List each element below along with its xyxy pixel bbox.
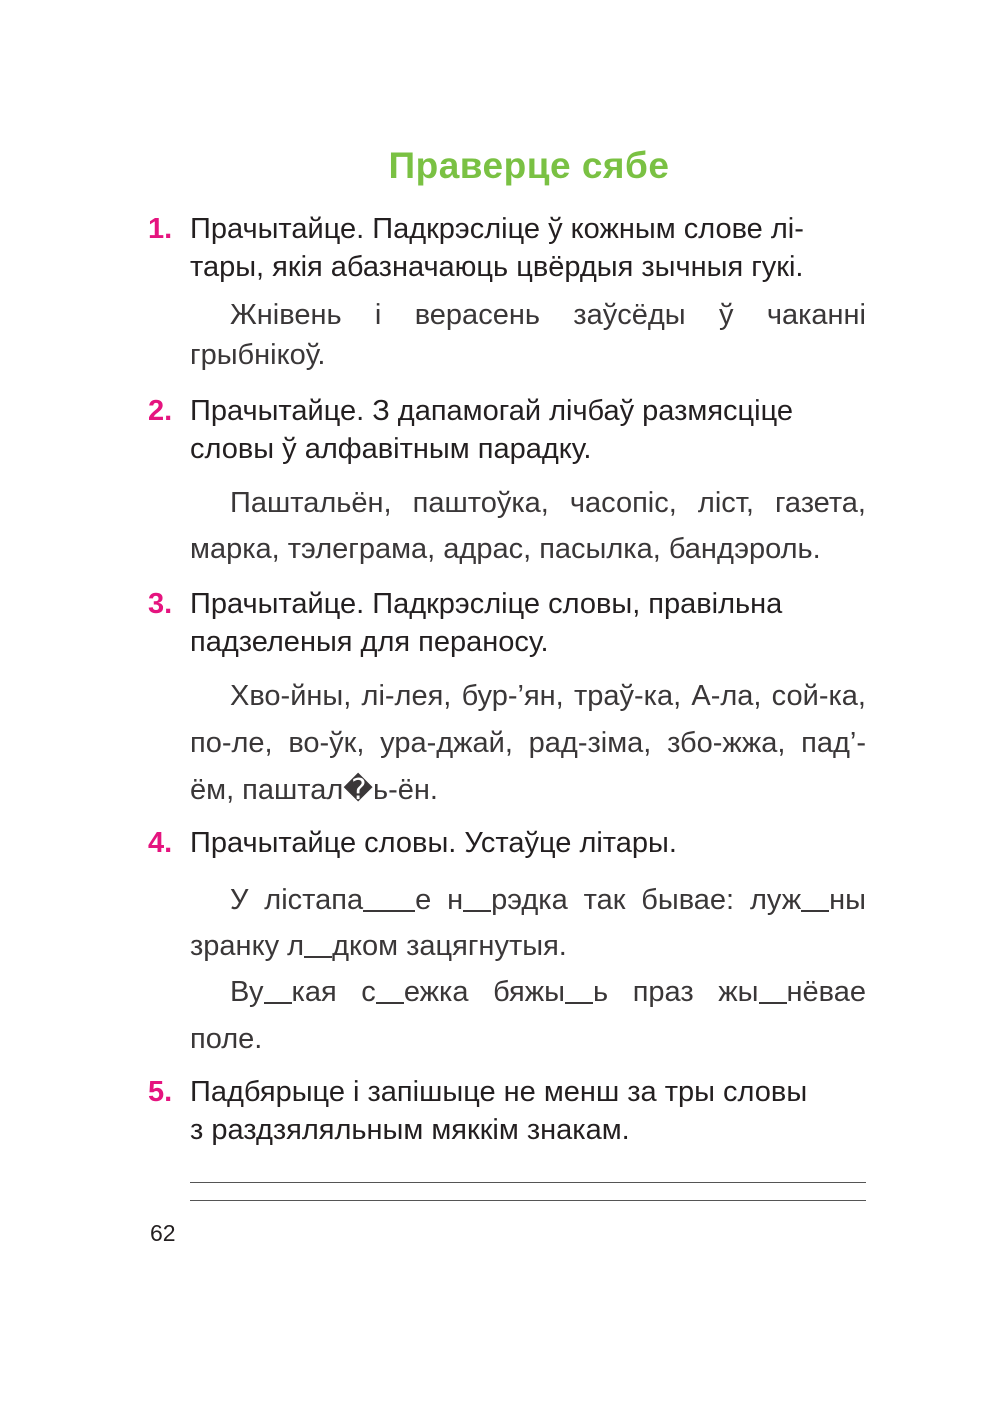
exercise-text-1: Жнівень і верасень заўсёды ў чаканні грыбнікоў. (190, 299, 866, 371)
text-fragment: ны зранку л (190, 884, 866, 962)
instruction-line: тары, якія абазначаюць цвёрдыя зычныя гукі. (190, 251, 804, 283)
exercise-text-3: Хво-йны, лі-лея, бур-’ян, траў-ка, А-ла, сой-ка, по-ле, во-ўк, ура-джай, рад-зіма, збо-жжа, пад’-ём, паштал�ь-ён. (190, 680, 866, 806)
page-number: 62 (150, 1220, 176, 1246)
task-instruction: Прачытайце словы. Устаўце літары. (190, 827, 677, 859)
task-number: 4. (148, 827, 173, 859)
instruction-line: Падбярыце і запішыце не менш за тры словы (190, 1076, 808, 1108)
text-fragment: нёвае поле. (190, 976, 866, 1055)
instruction-line: словы ў алфавітным парадку. (190, 433, 592, 465)
text-fragment: Ву (230, 976, 264, 1008)
text-fragment: рэдка так бывае: луж (491, 884, 802, 916)
task-1 (148, 210, 866, 286)
text-fragment: дком зацягнутыя. (332, 930, 567, 962)
instruction-line: Прачытайце. Падкрэсліце словы, правільна (190, 588, 783, 620)
letter-blank[interactable] (376, 973, 404, 1004)
letter-blank[interactable] (363, 881, 415, 912)
instruction-line: Прачытайце. Падкрэсліце ў кожным слове лі- (190, 213, 804, 245)
instruction-line: падзеленыя для пераносу. (190, 626, 549, 658)
task-2 (148, 392, 866, 468)
task-3 (148, 585, 866, 661)
task-instruction (190, 1073, 866, 1149)
letter-blank[interactable] (801, 881, 829, 912)
answer-line[interactable] (190, 1182, 866, 1183)
task-number: 2. (148, 395, 173, 427)
task-number: 3. (148, 588, 173, 620)
task-instruction (190, 585, 866, 661)
text-fragment: кая с (291, 976, 376, 1008)
text-fragment: ежка бяжы (403, 976, 565, 1008)
task-instruction (190, 392, 866, 468)
instruction-line: з раздзяляльным мяккім знакам. (190, 1114, 630, 1146)
task-4 (148, 824, 866, 862)
text-fragment: У лістапа (230, 884, 364, 916)
letter-blank[interactable] (304, 927, 332, 958)
text-fragment: е н (415, 884, 464, 916)
task-instruction (190, 210, 866, 286)
letter-blank[interactable] (565, 973, 593, 1004)
task-number: 5. (148, 1076, 173, 1108)
exercise-text-4a (190, 877, 866, 969)
exercise-text-2: Паштальён, паштоўка, часопіс, ліст, газета, марка, тэлеграма, адрас, пасылка, бандэроль. (190, 487, 866, 565)
letter-blank[interactable] (759, 973, 787, 1004)
task-5 (148, 1073, 866, 1149)
instruction-line: Прачытайце. З дапамогай лічбаў размясціце (190, 395, 794, 427)
page-title: Праверце сябе (388, 145, 670, 186)
exercise-text-4b (190, 969, 866, 1063)
task-number: 1. (148, 213, 173, 245)
answer-line[interactable] (190, 1200, 866, 1201)
letter-blank[interactable] (264, 973, 292, 1004)
letter-blank[interactable] (463, 881, 491, 912)
text-fragment: ь праз жы (593, 976, 759, 1008)
